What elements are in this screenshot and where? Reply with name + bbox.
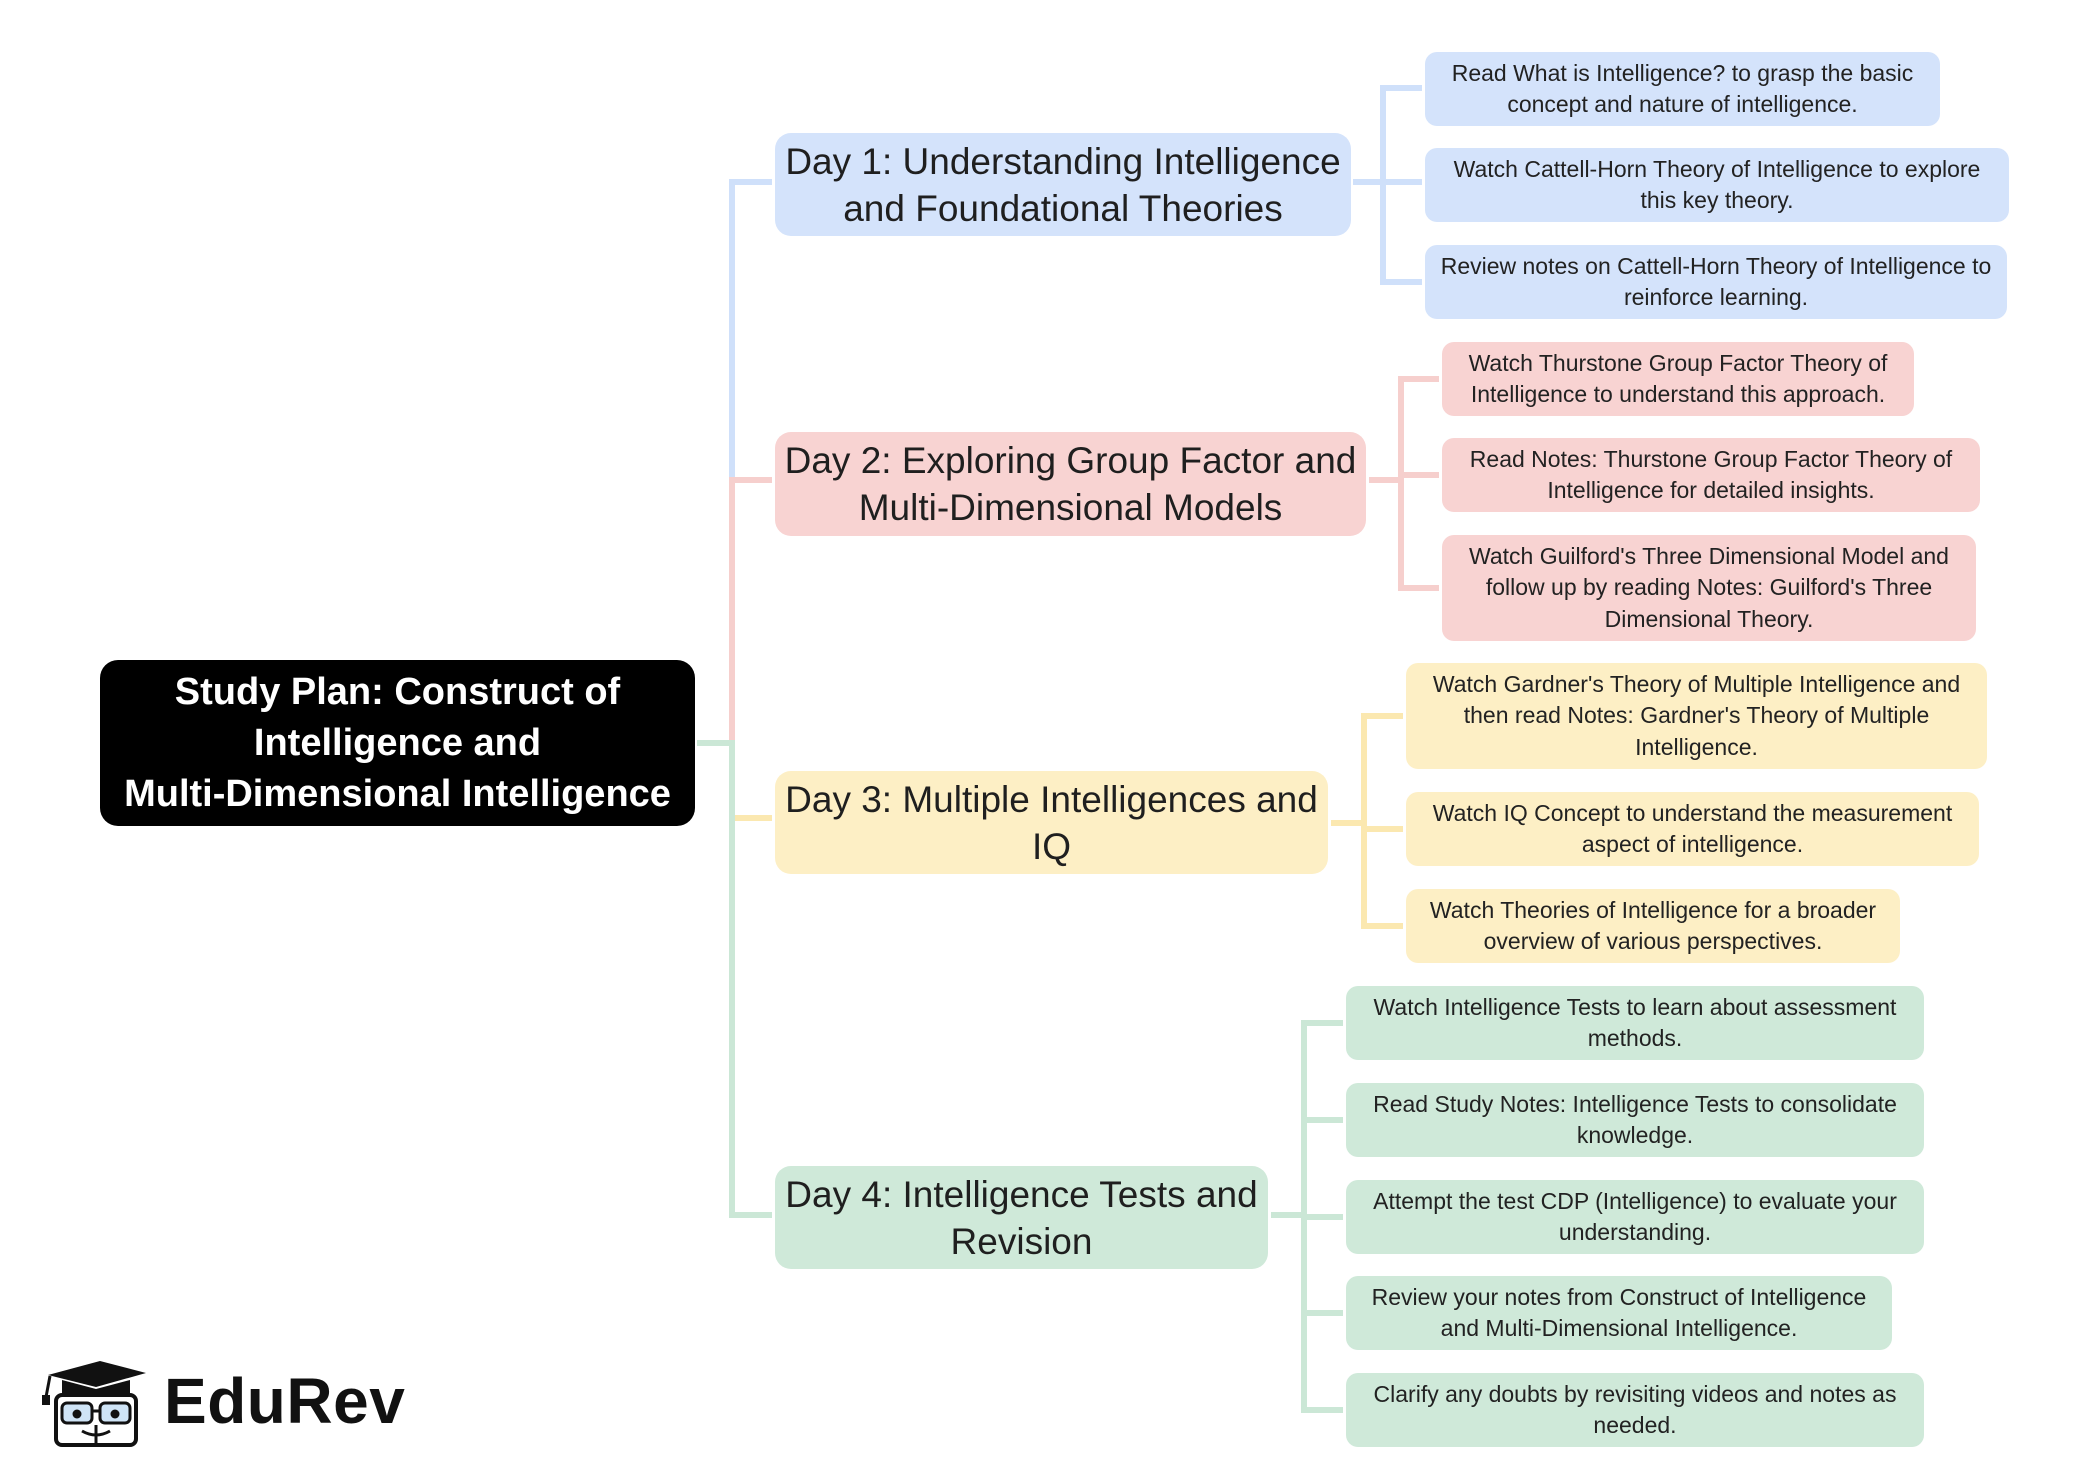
day-4-task-3: Attempt the test CDP (Intelligence) to evaluate your understanding.: [1346, 1180, 1924, 1254]
day-1-task-3: Review notes on Cattell-Horn Theory of Intelligence to reinforce learning.: [1425, 245, 2007, 319]
day-3-task-2: Watch IQ Concept to understand the measurement aspect of intelligence.: [1406, 792, 1979, 866]
day-4-task-2: Read Study Notes: Intelligence Tests to consolidate knowledge.: [1346, 1083, 1924, 1157]
root-title-line-2: Intelligence and: [253, 721, 542, 764]
root-title-line-3: Multi-Dimensional Intelligence: [124, 772, 671, 815]
day-4-task-4: Review your notes from Construct of Intelligence and Multi-Dimensional Intelligence.: [1346, 1276, 1892, 1350]
graduation-cap-mascot-icon: [38, 1353, 150, 1449]
connector-root-day4: [697, 743, 772, 1215]
connector-root-day2: [697, 480, 772, 743]
root-title-line-1: Study Plan: Construct of: [174, 670, 621, 713]
day-3-task-1: Watch Gardner's Theory of Multiple Intelligence and then read Notes: Gardner's Theory of Multiple Intelligence.: [1406, 663, 1987, 769]
edurev-logo[interactable]: [38, 1353, 405, 1449]
connector-day2-tasks: [1369, 379, 1439, 588]
day-4-node: Day 4: Intelligence Tests and Revision: [775, 1166, 1268, 1269]
day-3-task-3: Watch Theories of Intelligence for a broader overview of various perspectives.: [1406, 889, 1900, 963]
connector-day4-tasks: [1271, 1023, 1343, 1410]
day-1-task-1: Read What is Intelligence? to grasp the basic concept and nature of intelligence.: [1425, 52, 1940, 126]
logo-text: EduRev: [164, 1365, 406, 1437]
day-3-node: Day 3: Multiple Intelligences and IQ: [775, 771, 1328, 874]
day-2-node: Day 2: Exploring Group Factor and Multi-Dimensional Models: [775, 432, 1366, 536]
day-1-node: Day 1: Understanding Intelligence and Foundational Theories: [775, 133, 1351, 236]
day-4-task-1: Watch Intelligence Tests to learn about assessment methods.: [1346, 986, 1924, 1060]
connector-day1-tasks: [1353, 88, 1422, 282]
day-1-task-2: Watch Cattell-Horn Theory of Intelligence to explore this key theory.: [1425, 148, 2009, 222]
root-node: [100, 660, 695, 826]
day-4-task-5: Clarify any doubts by revisiting videos and notes as needed.: [1346, 1373, 1924, 1447]
day-2-task-2: Read Notes: Thurstone Group Factor Theory of Intelligence for detailed insights.: [1442, 438, 1980, 512]
day-2-task-1: Watch Thurstone Group Factor Theory of Intelligence to understand this approach.: [1442, 342, 1914, 416]
connector-day3-tasks: [1331, 716, 1403, 926]
day-2-task-3: Watch Guilford's Three Dimensional Model and follow up by reading Notes: Guilford's Three Dimensional Theory.: [1442, 535, 1976, 641]
